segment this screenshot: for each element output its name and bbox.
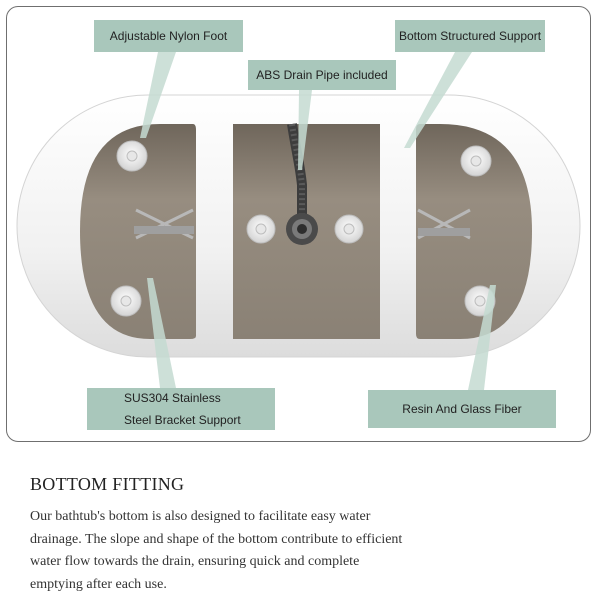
callout-nylon-foot-label: Adjustable Nylon Foot [109,29,228,43]
section-title: BOTTOM FITTING [30,474,185,494]
callout-resin-label: Resin And Glass Fiber [402,402,522,416]
callout-drain-pipe-label: ABS Drain Pipe included [256,68,388,82]
callout-bracket-line1: SUS304 Stainless [124,391,221,405]
callout-bracket-line2: Steel Bracket Support [124,413,241,427]
callout-drain-pipe [248,60,396,90]
callout-nylon-foot [94,20,243,52]
section-description: Our bathtub's bottom is also designed to facilitate easy water drainage. The slope and shape of the bottom contribute to efficient water flow towards the drain, ensuring quick and complete emptying after each use. [30,509,403,592]
callout-bottom-support [395,20,545,52]
callout-bracket-support [87,388,275,430]
callout-resin [368,390,556,428]
callout-bottom-support-label: Bottom Structured Support [398,29,542,43]
